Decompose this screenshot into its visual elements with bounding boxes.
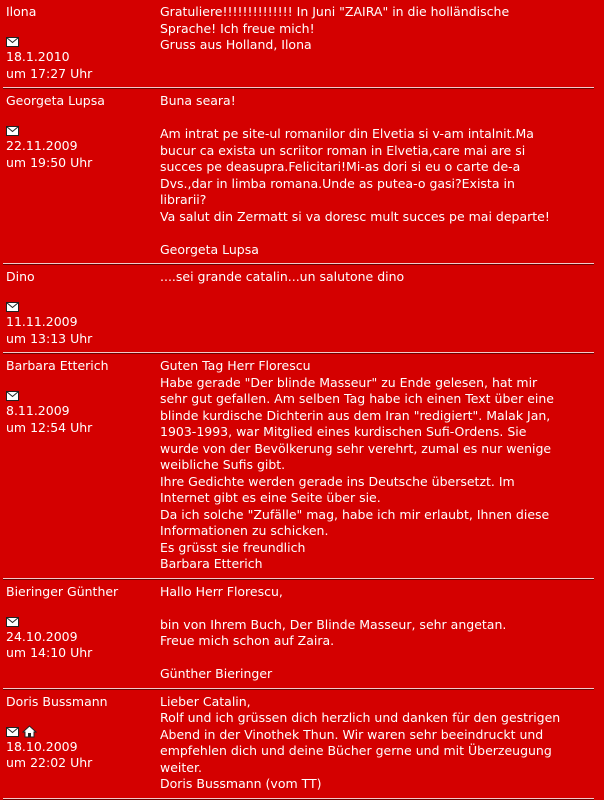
message-text: Hallo Herr Florescu, bin von Ihrem Buch, Der Blinde Masseur, sehr angetan. Freue mich schon auf Zaira. Günther Bieringer	[160, 583, 507, 681]
entry-date: 18.1.2010	[6, 49, 70, 64]
entry-message	[153, 269, 598, 347]
guestbook-entry	[0, 354, 604, 580]
email-icon[interactable]	[6, 37, 19, 47]
entry-message	[153, 694, 598, 793]
author-name: Doris Bussmann	[6, 693, 108, 709]
contact-icons	[6, 615, 153, 629]
contact-icons	[6, 389, 153, 403]
entry-time: um 12:54 Uhr	[6, 419, 93, 435]
email-icon[interactable]	[6, 727, 19, 737]
contact-icons	[6, 35, 153, 49]
entry-date: 22.11.2009	[6, 138, 78, 153]
entry-date: 24.10.2009	[6, 628, 78, 644]
entry-date: 11.11.2009	[6, 314, 78, 329]
entry-message	[153, 358, 598, 573]
author-name: Bieringer Günther	[6, 583, 119, 599]
email-icon[interactable]	[6, 391, 19, 401]
email-icon[interactable]	[6, 617, 19, 627]
contact-icons	[6, 725, 153, 739]
author-name: Dino	[6, 269, 35, 284]
entry-author-column	[0, 269, 153, 347]
contact-icons	[6, 124, 153, 138]
entry-date: 8.11.2009	[6, 403, 70, 418]
guestbook-entry	[0, 580, 604, 690]
entry-time: um 14:10 Uhr	[6, 645, 93, 660]
entry-time: um 22:02 Uhr	[6, 755, 93, 770]
entry-author-column	[0, 358, 153, 573]
entry-date: 18.10.2009	[6, 738, 78, 754]
message-text: Gratuliere!!!!!!!!!!!!!! In Juni "ZAIRA" in die holländische Sprache! Ich freue mich! Gruss aus Holland, Ilona	[160, 4, 510, 52]
home-icon[interactable]	[22, 725, 37, 738]
contact-icons	[6, 300, 153, 314]
message-text: Buna seara! Am intrat pe site-ul romanilor din Elvetia si v-am intalnit.Ma bucur ca exista un scriitor roman in Elvetia,care mai are si succes pe deasupra.Felicitari!Mi-as dori si eu o carte de-a Dvs.,dar in limba romana.Unde as putea-o gasi?Exista in librarii? Va salut din Zermatt si va doresc mult succes pe mai departe! Georgeta Lupsa	[160, 93, 550, 257]
message-text: Lieber Catalin, Rolf und ich grüssen dich herzlich und danken für den gestrigen Abend in der Vinothek Thun. Wir waren sehr beeindruckt und empfehlen dich und deine Bücher gerne und mit Überzeugung weiter. Doris Bussmann (vom TT)	[160, 693, 561, 791]
guestbook-entry	[0, 0, 604, 89]
guestbook-entry	[0, 89, 604, 265]
entry-message	[153, 93, 598, 258]
guestbook-entry	[0, 265, 604, 354]
entry-author-column	[0, 694, 153, 793]
entry-time: um 13:13 Uhr	[6, 330, 93, 346]
message-text: ....sei grande catalin...un salutone dino	[160, 269, 405, 284]
entry-message	[153, 4, 598, 82]
email-icon[interactable]	[6, 126, 19, 136]
author-name: Barbara Etterich	[6, 358, 109, 373]
entry-author-column	[0, 584, 153, 683]
message-text: Guten Tag Herr Florescu Habe gerade "Der blinde Masseur" zu Ende gelesen, hat mir sehr gut gefallen. Am selben Tag habe ich einen Text über eine blinde kurdische Dichterin aus dem Iran "redigiert". Malak Jan, 1903-1993, war Mitglied eines kurdischen Sufi-Ordens. Sie wurde von der Bevölkerung sehr verehrt, zumal es nur wenige weibliche Sufis gibt. Ihre Gedichte werden gerade ins Deutsche übersetzt. Im Internet gibt es eine Seite über sie. Da ich solche "Zufälle" mag, habe ich mir erlaubt, Ihnen diese Informationen zu schicken. Es grüsst sie freundlich Barbara Etterich	[160, 358, 554, 571]
author-name: Ilona	[6, 4, 37, 19]
entry-author-column	[0, 93, 153, 258]
entry-time: um 19:50 Uhr	[6, 154, 93, 170]
entry-message	[153, 584, 598, 683]
guestbook-entry	[0, 690, 604, 800]
entry-time: um 17:27 Uhr	[6, 65, 93, 81]
author-name: Georgeta Lupsa	[6, 93, 105, 108]
email-icon[interactable]	[6, 302, 19, 312]
entry-author-column	[0, 4, 153, 82]
